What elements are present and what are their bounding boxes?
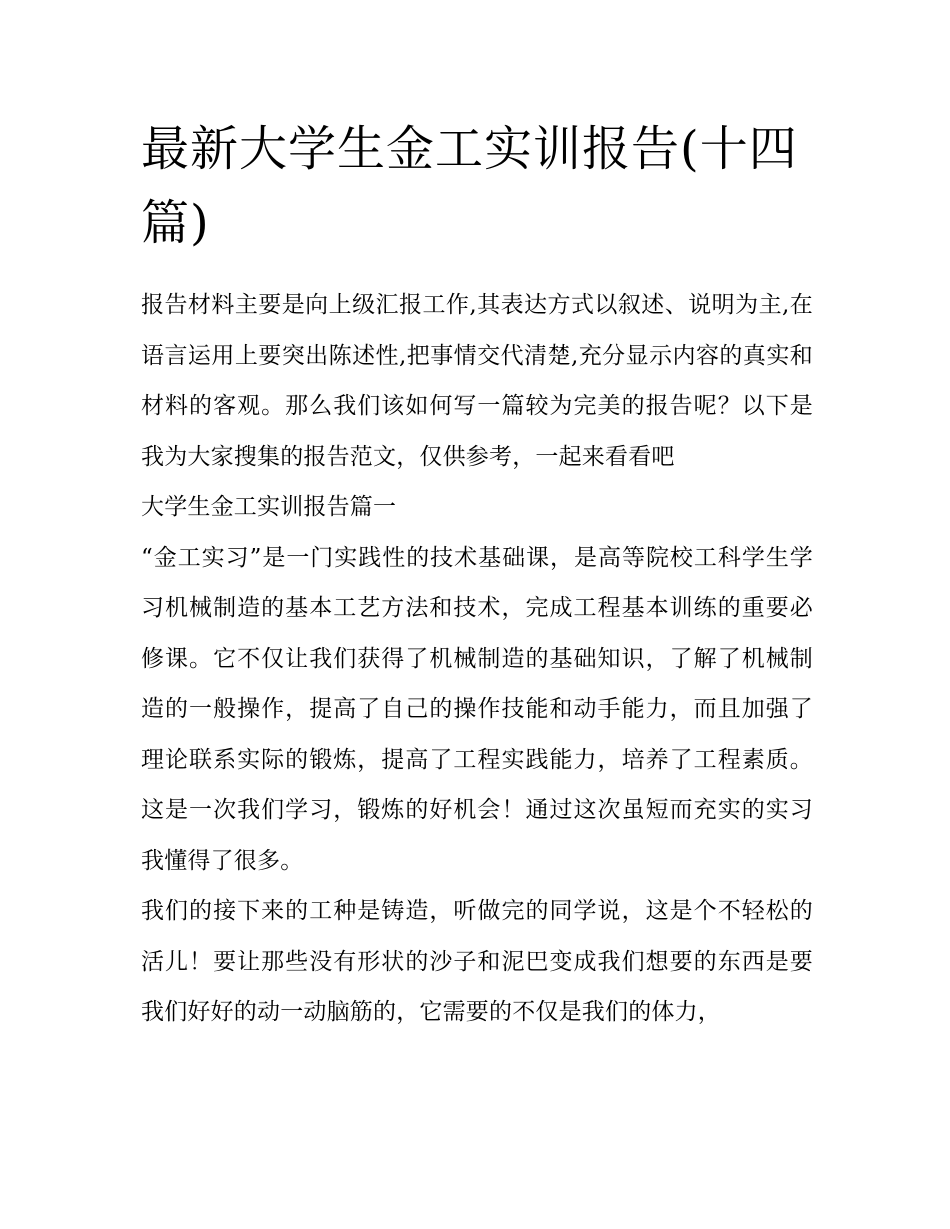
document-page: [141, 112, 813, 1038]
body-paragraph-2: 我们的接下来的工种是铸造，听做完的同学说，这是个不轻松的活儿！要让那些没有形状的沙子和泥巴变成我们想要的东西是要我们好好的动一动脑筋的，它需要的不仅是我们的体力，: [141, 898, 813, 1025]
body-paragraph-1: “金工实习”是一门实践性的技术基础课，是高等院校工科学生学习机械制造的基本工艺方法和技术，完成工程基本训练的重要必修课。它不仅让我们获得了机械制造的基础知识，了解了机械制造的一般操作，提高了自己的操作技能和动手能力，而且加强了理论联系实际的锻炼，提高了工程实践能力，培养了工程素质。这是一次我们学习，锻炼的好机会！通过这次虽短而充实的实习我懂得了很多。: [141, 544, 813, 874]
document-title: 最新大学生金工实训报告(十四篇): [141, 121, 798, 251]
intro-paragraph: 报告材料主要是向上级汇报工作,其表达方式以叙述、说明为主,在语言运用上要突出陈述性,把事情交代清楚,充分显示内容的真实和材料的客观。那么我们该如何写一篇较为完美的报告呢？以下是我为大家搜集的报告范文，仅供参考，一起来看看吧: [141, 292, 813, 470]
document-body: [141, 280, 813, 1038]
section-heading: 大学生金工实训报告篇一: [141, 494, 397, 520]
